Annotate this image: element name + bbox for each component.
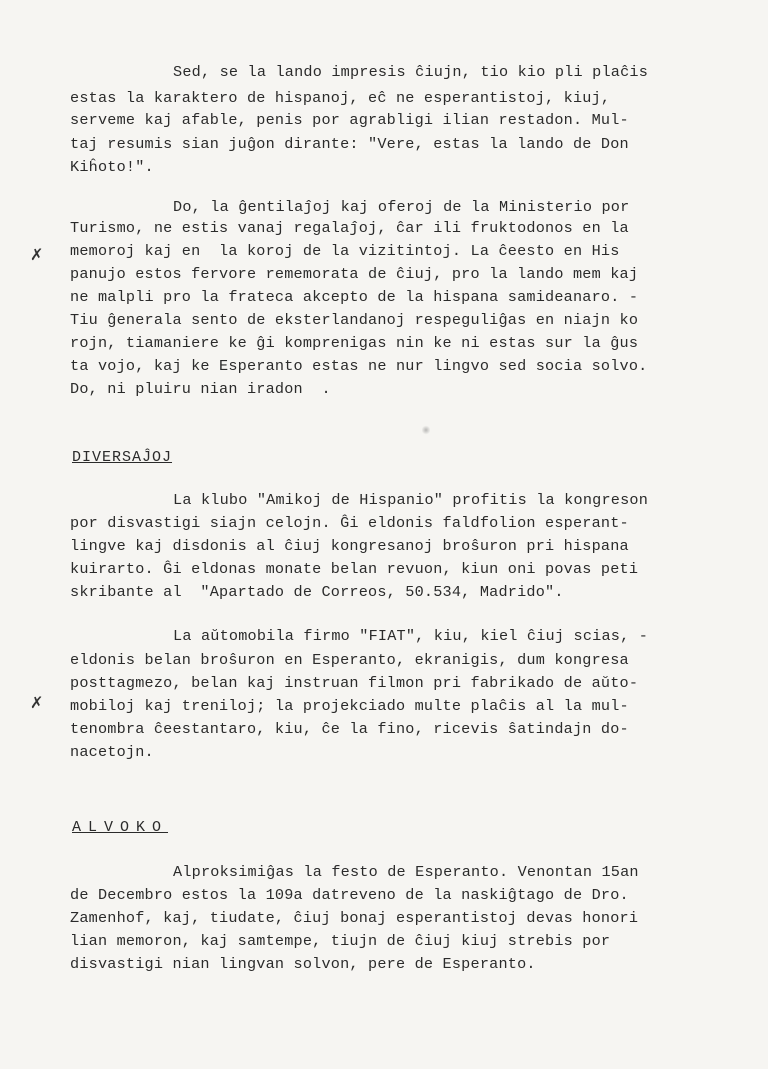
section-heading-alvoko: ALVOKO xyxy=(72,819,169,836)
text-line: ne malpli pro la frateca akcepto de la hispana samideanaro. - xyxy=(70,288,639,306)
text-line: Do, la ĝentilaĵoj kaj oferoj de la Ministerio por xyxy=(173,198,630,216)
text-line: Alproksimiĝas la festo de Esperanto. Venontan 15an xyxy=(173,863,639,881)
text-line: por disvastigi siajn celojn. Ĝi eldonis faldfolion esperant- xyxy=(70,514,629,532)
text-line: memoroj kaj en la koroj de la vizitintoj. La ĉeesto en His xyxy=(70,242,620,260)
margin-mark-icon: ✗ xyxy=(30,693,44,712)
text-line: rojn, tiamaniere ke ĝi komprenigas nin ke ni estas sur la ĝus xyxy=(70,334,639,352)
text-line: La klubo "Amikoj de Hispanio" profitis la kongreson xyxy=(173,491,649,509)
text-line: nacetojn. xyxy=(70,743,154,761)
text-line: estas la karaktero de hispanoj, eĉ ne esperantistoj, kiuj, xyxy=(70,89,611,107)
text-line: Kiĥoto!". xyxy=(70,158,154,176)
text-line: Zamenhof, kaj, tiudate, ĉiuj bonaj esperantistoj devas honori xyxy=(70,909,639,927)
text-line: mobiloj kaj treniloj; la projekciado multe plaĉis al la mul- xyxy=(70,697,629,715)
text-line: lingve kaj disdonis al ĉiuj kongresanoj broŝuron pri hispana xyxy=(70,537,629,555)
text-line: posttagmezo, belan kaj instruan filmon pri fabrikado de aŭto- xyxy=(70,674,639,692)
ink-smudge xyxy=(422,425,430,435)
margin-mark-icon: ✗ xyxy=(30,245,44,264)
text-line: de Decembro estos la 109a datreveno de la naskiĝtago de Dro. xyxy=(70,886,629,904)
text-line: Turismo, ne estis vanaj regalaĵoj, ĉar ili fruktodonos en la xyxy=(70,219,629,237)
text-line: tenombra ĉeestantaro, kiu, ĉe la fino, ricevis ŝatindajn do- xyxy=(70,720,629,738)
text-line: taj resumis sian juĝon dirante: "Vere, estas la lando de Don xyxy=(70,135,629,153)
text-line: Tiu ĝenerala sento de eksterlandanoj respeguliĝas en niajn ko xyxy=(70,311,639,329)
text-line: eldonis belan broŝuron en Esperanto, ekranigis, dum kongresa xyxy=(70,651,629,669)
text-line: disvastigi nian lingvan solvon, pere de Esperanto. xyxy=(70,955,536,973)
text-line: lian memoron, kaj samtempe, tiujn de ĉiuj kiuj strebis por xyxy=(70,932,611,950)
text-line: ta vojo, kaj ke Esperanto estas ne nur lingvo sed socia solvo. xyxy=(70,357,648,375)
text-line: kuirarto. Ĝi eldonas monate belan revuon, kiun oni povas peti xyxy=(70,560,639,578)
text-line: panujo estos fervore rememorata de ĉiuj, pro la lando mem kaj xyxy=(70,265,639,283)
text-line: serveme kaj afable, penis por agrabligi ilian restadon. Mul- xyxy=(70,111,629,129)
text-line: skribante al "Apartado de Correos, 50.534, Madrido". xyxy=(70,583,564,601)
text-line: Sed, se la lando impresis ĉiujn, tio kio pli plaĉis xyxy=(173,63,649,81)
text-line: Do, ni pluiru nian iradon . xyxy=(70,380,331,398)
section-heading-diversajoj: DIVERSAĴOJ xyxy=(72,449,173,466)
text-line: La aŭtomobila firmo "FIAT", kiu, kiel ĉiuj scias, - xyxy=(173,627,649,645)
